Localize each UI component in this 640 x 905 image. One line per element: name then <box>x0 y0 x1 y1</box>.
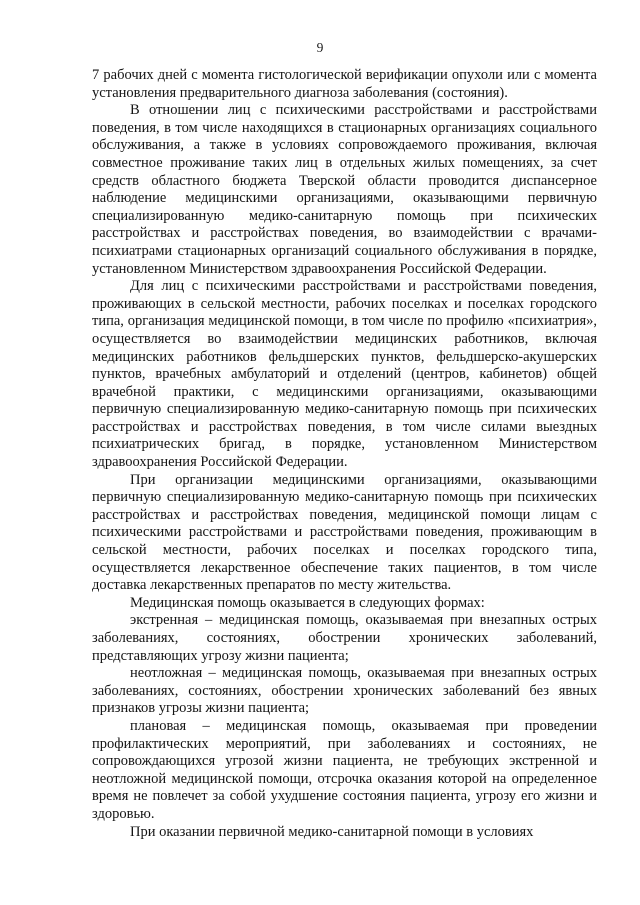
paragraph: Медицинская помощь оказывается в следующих формах: <box>130 594 485 611</box>
paragraph: При оказании первичной медико-санитарной помощи в условиях <box>130 823 534 840</box>
paragraph: 7 рабочих дней с момента гистологической верификации опухоли или с момента установления предварительного диагноза заболевания (состояния). <box>92 67 597 101</box>
document-body <box>92 67 597 841</box>
paragraph: В отношении лиц с психическими расстройствами и расстройствами поведения, в том числе находящихся в стационарных организациях социального обслуживания, а также в условиях сопровождаемого проживания, включая совместное проживание таких лиц в отдельных жилых помещениях, за счет средств областного бюджета Тверской области проводится диспансерное наблюдение медицинскими организациями, оказывающими первичную специализированную медико-санитарную помощь при психических расстройствах и расстройствах поведения, во взаимодействии с врачами-психиатрами стационарных организаций социального обслуживания в порядке, установленном Министерством здравоохранения Российской Федерации. <box>92 102 597 277</box>
paragraph: При организации медицинскими организациями, оказывающими первичную специализированную медико-санитарную помощь при психических расстройствах и расстройствах поведения, медицинской помощи лицам с психическими расстройствами и расстройствами поведения, проживающим в сельской местности, рабочих поселках и поселках городского типа, осуществляется лекарственное обеспечение таких пациентов, в том числе доставка лекарственных препаратов по месту жительства. <box>92 471 597 594</box>
paragraph: плановая – медицинская помощь, оказываемая при проведении профилактических мероприятий, при заболеваниях и состояниях, не сопровождающихся угрозой жизни пациента, не требующих экстренной и неотложной медицинской помощи, отсрочка оказания которой на определенное время не повлечет за собой ухудшение состояния пациента, угрозу его жизни и здоровью. <box>92 717 597 822</box>
page-number: 9 <box>316 40 324 55</box>
paragraph: неотложная – медицинская помощь, оказываемая при внезапных острых заболеваниях, состояниях, обострении хронических заболеваний без явных признаков угрозы жизни пациента; <box>92 665 597 717</box>
paragraph: Для лиц с психическими расстройствами и расстройствами поведения, проживающих в сельской местности, рабочих поселках и поселках городского типа, организация медицинской помощи, в том числе по профилю «психиатрия», осуществляется во взаимодействии медицинских работников, включая медицинских работников фельдшерских пунктов, фельдшерско-акушерских пунктов, врачебных амбулаторий и отделений (центров, кабинетов) общей врачебной практики, с медицинскими организациями, оказывающими первичную специализированную медико-санитарную помощь при психических расстройствах и расстройствах поведения, в том числе силами выездных психиатрических бригад, в порядке, установленном Министерством здравоохранения Российской Федерации. <box>92 278 597 471</box>
paragraph: экстренная – медицинская помощь, оказываемая при внезапных острых заболеваниях, состояниях, обострении хронических заболеваний, представляющих угрозу жизни пациента; <box>92 612 597 664</box>
